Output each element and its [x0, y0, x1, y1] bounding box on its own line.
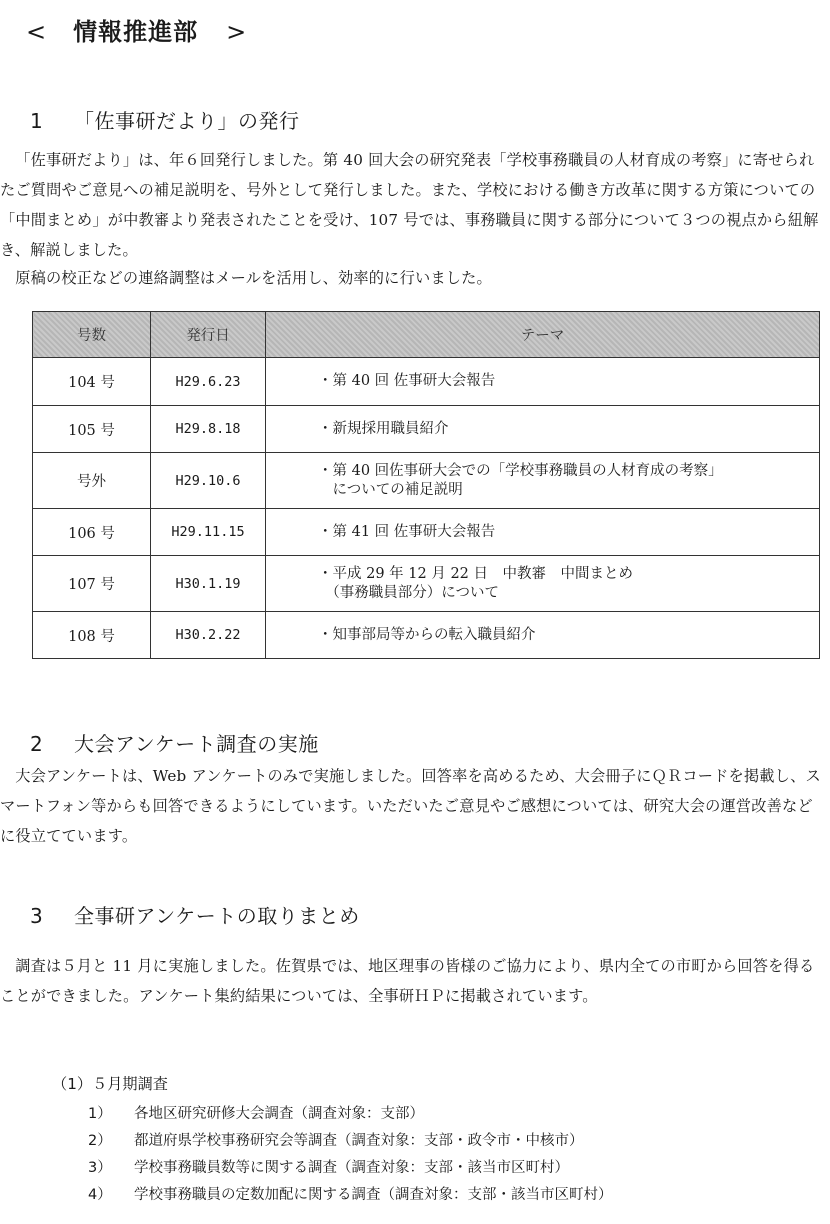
item-number: 2） [88, 1133, 112, 1149]
list-item [0, 1182, 613, 1209]
theme-line: ・第 41 回 佐事研大会報告 [318, 523, 496, 540]
table-header-row [33, 312, 820, 358]
list-item [0, 1128, 613, 1155]
paragraph: 大会アンケートは、Web アンケートのみで実施しました。回答率を高めるため、大会冊子にＱＲコードを掲載し、スマートフォン等からも回答できるようにしています。いただいたご意見やご感想については、研究大会の運営改善などに役立てています。 [0, 767, 821, 845]
theme-line: ・第 40 回 佐事研大会報告 [318, 373, 496, 389]
issue-number: 105 号 [33, 406, 151, 453]
section-number: 2 [30, 732, 44, 756]
section-3-body [0, 951, 826, 1011]
department-title [26, 12, 247, 47]
theme-line: についての補足説明 [318, 481, 463, 498]
column-header-number: 号数 [33, 312, 151, 358]
list-item [0, 1101, 613, 1128]
section-2-heading [30, 728, 319, 757]
issue-theme [266, 509, 820, 556]
column-header-theme: テーマ [266, 312, 820, 358]
open-bracket: < [26, 18, 48, 46]
issue-theme [266, 453, 820, 509]
section-title: 「佐事研だより」の発行 [74, 109, 300, 133]
section-number: 3 [30, 904, 44, 928]
section-1-body [0, 145, 826, 291]
section-1-heading [30, 105, 300, 134]
theme-line: （事務職員部分）について [318, 584, 499, 601]
issue-number: 号外 [33, 453, 151, 509]
section-2-body [0, 761, 826, 851]
issue-theme [266, 556, 820, 612]
section-title: 大会アンケート調査の実施 [74, 732, 319, 756]
issue-number: 108 号 [33, 612, 151, 659]
issue-date: H30.2.22 [151, 612, 266, 659]
issue-theme [266, 406, 820, 453]
item-number: 3） [88, 1160, 112, 1176]
item-number: 4） [88, 1187, 112, 1203]
issue-number: 106 号 [33, 509, 151, 556]
paragraph: 調査は５月と 11 月に実施しました。佐賀県では、地区理事の皆様のご協力により、県内全ての市町から回答を得ることができました。アンケート集約結果については、全事研ＨＰに掲載されています。 [0, 957, 815, 1005]
paragraph: 原稿の校正などの連絡調整はメールを活用し、効率的に行いました。 [15, 269, 492, 287]
list-item [0, 1155, 613, 1182]
table-row [33, 453, 820, 509]
item-text: 都道府県学校事務研究会等調査（調査対象：支部・政令市・中核市） [134, 1133, 584, 1149]
issue-date: H29.10.6 [151, 453, 266, 509]
section-3-heading [30, 900, 360, 929]
paragraph: 「佐事研だより」は、年６回発行しました。第 40 回大会の研究発表「学校事務職員の人材育成の考察」に寄せられたご質問やご意見への補足説明を、号外として発行しました。また、学校における働き方改革に関する方策についての「中間まとめ」が中教審より発表されたことを受け、107 号では、事務職員に関する部分について３つの視点から紐解き、解説しました。 [0, 151, 819, 259]
survey-list [0, 1101, 613, 1209]
theme-line: ・新規採用職員紹介 [318, 420, 449, 437]
issue-theme [266, 358, 820, 406]
issue-date: H29.8.18 [151, 406, 266, 453]
theme-line: ・第 40 回佐事研大会での「学校事務職員の人材育成の考察」 [318, 462, 723, 479]
column-header-date: 発行日 [151, 312, 266, 358]
item-text: 学校事務職員数等に関する調査（調査対象：支部・該当市区町村） [134, 1160, 569, 1176]
survey-subheading: （1）５月期調査 [52, 1075, 168, 1093]
department-name: 情報推進部 [73, 18, 199, 46]
theme-line: ・知事部局等からの転入職員紹介 [318, 626, 536, 643]
close-bracket: > [226, 18, 248, 46]
table-row [33, 509, 820, 556]
issue-date: H29.11.15 [151, 509, 266, 556]
issue-date: H30.1.19 [151, 556, 266, 612]
issue-number: 104 号 [33, 358, 151, 406]
section-number: 1 [30, 109, 44, 133]
issue-number: 107 号 [33, 556, 151, 612]
table-row [33, 358, 820, 406]
table-row [33, 406, 820, 453]
theme-line: ・平成 29 年 12 月 22 日 中教審 中間まとめ [318, 565, 634, 582]
issue-theme [266, 612, 820, 659]
table-row [33, 612, 820, 659]
item-text: 学校事務職員の定数加配に関する調査（調査対象：支部・該当市区町村） [134, 1187, 613, 1203]
item-text: 各地区研究研修大会調査（調査対象：支部） [134, 1106, 424, 1122]
item-number: 1） [88, 1106, 112, 1122]
table-row [33, 556, 820, 612]
issues-table [32, 311, 820, 659]
issue-date: H29.6.23 [151, 358, 266, 406]
section-title: 全事研アンケートの取りまとめ [74, 904, 360, 928]
